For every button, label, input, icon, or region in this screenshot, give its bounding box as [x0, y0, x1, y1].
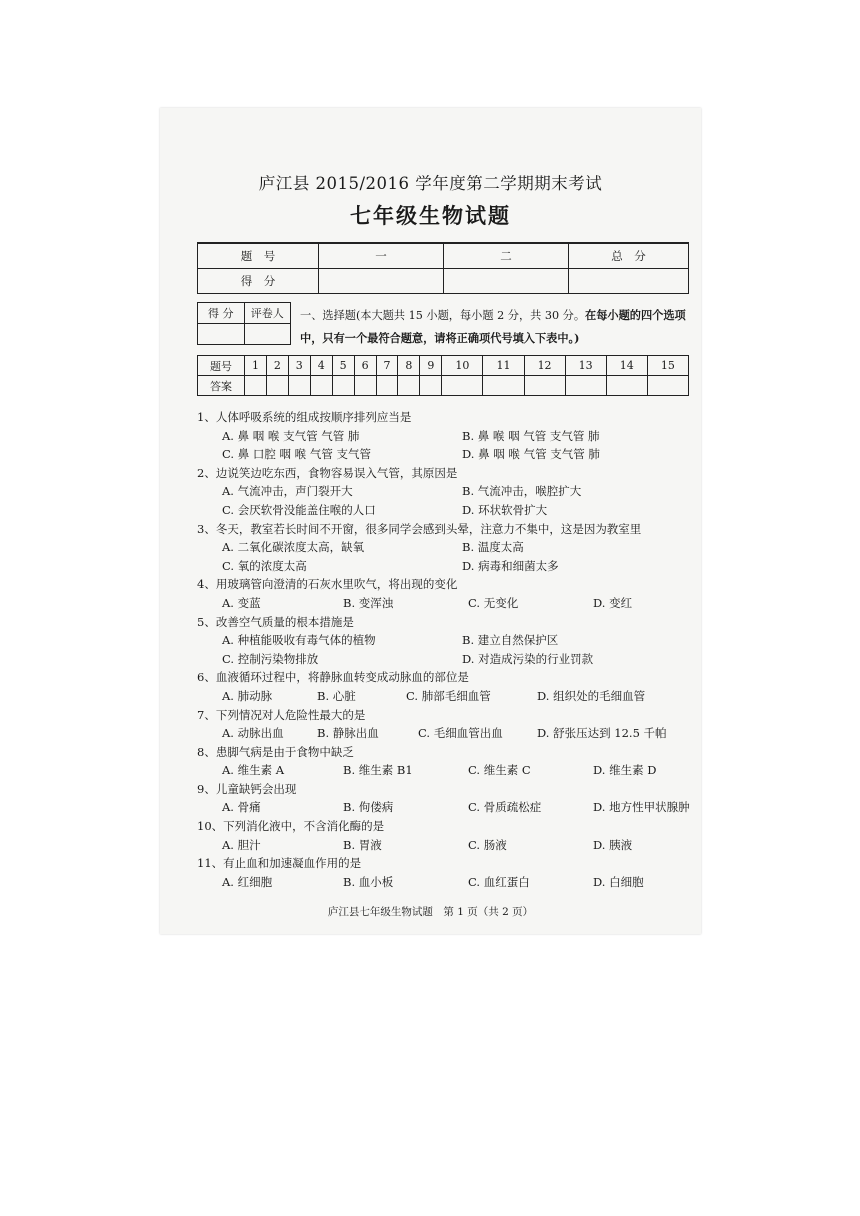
exam-title: 庐江县 2015/2016 学年度第二学期期末考试: [258, 174, 603, 193]
question-option: D. 维生素 D: [593, 763, 657, 778]
grader-name-label: 评卷人: [244, 303, 291, 324]
exam-paper: [160, 108, 701, 934]
option-row: [197, 427, 697, 446]
score-cell[interactable]: [444, 269, 569, 294]
question-list: [197, 408, 697, 891]
score-row-label: 得 分: [198, 269, 319, 294]
option-row: [197, 538, 697, 557]
answer-table-number: 1: [245, 356, 267, 376]
question-option: B. 鼻 喉 咽 气管 支气管 肺: [462, 428, 600, 443]
exam-subtitle: 七年级生物试题: [350, 203, 511, 228]
answer-table-number: 2: [266, 356, 288, 376]
question-option: C. 肺部毛细血管: [406, 688, 491, 703]
question-option: C. 鼻 口腔 咽 喉 气管 支气管: [222, 447, 371, 462]
option-row: [197, 557, 697, 576]
answer-table-number: 8: [398, 356, 420, 376]
answer-table-number: 6: [354, 356, 376, 376]
question-option: B. 佝偻病: [343, 800, 394, 815]
answer-table-number: 15: [647, 356, 688, 376]
question-text: 9、儿童缺钙会出现: [197, 781, 297, 796]
answer-table-number: 14: [606, 356, 647, 376]
answer-cell[interactable]: [565, 376, 606, 396]
question-text: 8、患脚气病是由于食物中缺乏: [197, 744, 354, 759]
answer-table-number: 7: [376, 356, 398, 376]
question-option: B. 血小板: [343, 874, 394, 889]
question-option: B. 静脉出血: [317, 726, 379, 741]
section-instructions: [300, 304, 692, 350]
score-table-header-cell: 总 分: [569, 243, 689, 269]
page-footer: 庐江县七年级生物试题 第 1 页（共 2 页）: [327, 906, 534, 918]
question-option: B. 建立自然保护区: [462, 633, 559, 648]
answer-cell[interactable]: [376, 376, 398, 396]
question-option: A. 肺动脉: [222, 688, 273, 703]
option-row: [197, 445, 697, 464]
answer-table-number: 9: [420, 356, 442, 376]
answer-table: [197, 355, 689, 396]
answer-table-number: 4: [310, 356, 332, 376]
answer-cell[interactable]: [647, 376, 688, 396]
option-row: [197, 631, 697, 650]
option-row: [197, 594, 697, 613]
question-option: C. 控制污染物排放: [222, 651, 319, 666]
question-option: D. 变红: [593, 595, 633, 610]
question-text: 6、血液循环过程中，将静脉血转变成动脉血的部位是: [197, 670, 469, 685]
question-option: A. 鼻 咽 喉 支气管 气管 肺: [222, 428, 360, 443]
question-text: 3、冬天，教室若长时间不开窗，很多同学会感到头晕，注意力不集中，这是因为教室里: [197, 521, 642, 536]
score-table: [197, 242, 689, 294]
question-option: A. 动脉出血: [222, 726, 284, 741]
answer-cell[interactable]: [524, 376, 565, 396]
question-option: B. 心脏: [317, 688, 356, 703]
score-cell[interactable]: [569, 269, 689, 294]
question-text: 7、下列情况对人危险性最大的是: [197, 707, 366, 722]
answer-cell[interactable]: [310, 376, 332, 396]
question-option: D. 组织处的毛细血管: [537, 688, 646, 703]
question-option: A. 变蓝: [222, 595, 261, 610]
question-option: A. 二氧化碳浓度太高，缺氧: [222, 540, 365, 555]
answer-cell[interactable]: [266, 376, 288, 396]
question-option: B. 变浑浊: [343, 595, 394, 610]
answer-cell[interactable]: [483, 376, 524, 396]
grader-table: [197, 302, 291, 345]
score-table-header-cell: 题 号: [198, 243, 319, 269]
answer-cell[interactable]: [398, 376, 420, 396]
question-option: D. 环状软骨扩大: [462, 502, 548, 517]
question-option: D. 鼻 咽 喉 气管 支气管 肺: [462, 447, 600, 462]
answer-table-number: 13: [565, 356, 606, 376]
question-option: C. 维生素 C: [468, 763, 531, 778]
question-text: 10、下列消化液中，不含消化酶的是: [197, 819, 385, 834]
answer-table-number: 3: [288, 356, 310, 376]
question-option: D. 病毒和细菌太多: [462, 558, 559, 573]
question-option: B. 维生素 B1: [343, 763, 413, 778]
section-heading-bold: 在每小题的四个选项中，只有一个最符合题意，请将正确项代号填入下表中。): [300, 308, 686, 345]
option-row: [197, 873, 697, 892]
option-row: [197, 724, 697, 743]
score-table-header-cell: 二: [444, 243, 569, 269]
answer-cell[interactable]: [420, 376, 442, 396]
grader-score-label: 得 分: [198, 303, 245, 324]
question-option: C. 肠液: [468, 837, 507, 852]
option-row: [197, 687, 697, 706]
question-option: D. 舒张压达到 12.5 千帕: [537, 726, 667, 741]
question-text: 2、边说笑边吃东西，食物容易误入气管，其原因是: [197, 465, 458, 480]
question-option: D. 胰液: [593, 837, 633, 852]
question-option: A. 维生素 A: [222, 763, 285, 778]
option-row: [197, 798, 697, 817]
question-option: C. 血红蛋白: [468, 874, 530, 889]
option-row: [197, 501, 697, 520]
question-option: C. 无变化: [468, 595, 519, 610]
answer-table-answer-label: 答案: [198, 376, 245, 396]
option-row: [197, 836, 697, 855]
answer-cell[interactable]: [354, 376, 376, 396]
section-heading: 一、选择题(本大题共 15 小题，每小题 2 分，共 30 分。: [300, 309, 586, 322]
option-row: [197, 650, 697, 669]
question-text: 11、有止血和加速凝血作用的是: [197, 856, 362, 871]
question-option: D. 白细胞: [593, 874, 644, 889]
option-row: [197, 482, 697, 501]
answer-table-number: 5: [332, 356, 354, 376]
question-option: A. 气流冲击，声门裂开大: [222, 484, 353, 499]
answer-table-number-label: 题号: [198, 356, 245, 376]
question-option: A. 红细胞: [222, 874, 273, 889]
question-option: C. 毛细血管出血: [418, 726, 503, 741]
option-row: [197, 761, 697, 780]
answer-cell[interactable]: [442, 376, 483, 396]
score-table-header-cell: 一: [319, 243, 444, 269]
grader-name-cell[interactable]: [244, 324, 291, 345]
question-option: C. 氧的浓度太高: [222, 558, 307, 573]
answer-table-number: 11: [483, 356, 524, 376]
question-option: B. 温度太高: [462, 540, 524, 555]
question-text: 1、人体呼吸系统的组成按顺序排列应当是: [197, 410, 412, 424]
score-cell[interactable]: [319, 269, 444, 294]
question-option: C. 会厌软骨没能盖住喉的人口: [222, 502, 376, 517]
question-option: A. 骨痛: [222, 800, 261, 815]
question-option: B. 气流冲击，喉腔扩大: [462, 484, 582, 499]
question-option: D. 地方性甲状腺肿: [593, 800, 690, 815]
answer-cell[interactable]: [245, 376, 267, 396]
answer-cell[interactable]: [332, 376, 354, 396]
grader-score-cell[interactable]: [198, 324, 245, 345]
question-option: A. 胆汁: [222, 837, 261, 852]
answer-table-number: 12: [524, 356, 565, 376]
question-option: B. 胃液: [343, 837, 382, 852]
question-option: D. 对造成污染的行业罚款: [462, 651, 594, 666]
question-text: 4、用玻璃管向澄清的石灰水里吹气，将出现的变化: [197, 577, 458, 592]
answer-table-number: 10: [442, 356, 483, 376]
question-option: C. 骨质疏松症: [468, 800, 542, 815]
answer-cell[interactable]: [288, 376, 310, 396]
question-text: 5、改善空气质量的根本措施是: [197, 614, 354, 629]
answer-cell[interactable]: [606, 376, 647, 396]
question-option: A. 种植能吸收有毒气体的植物: [222, 633, 376, 648]
